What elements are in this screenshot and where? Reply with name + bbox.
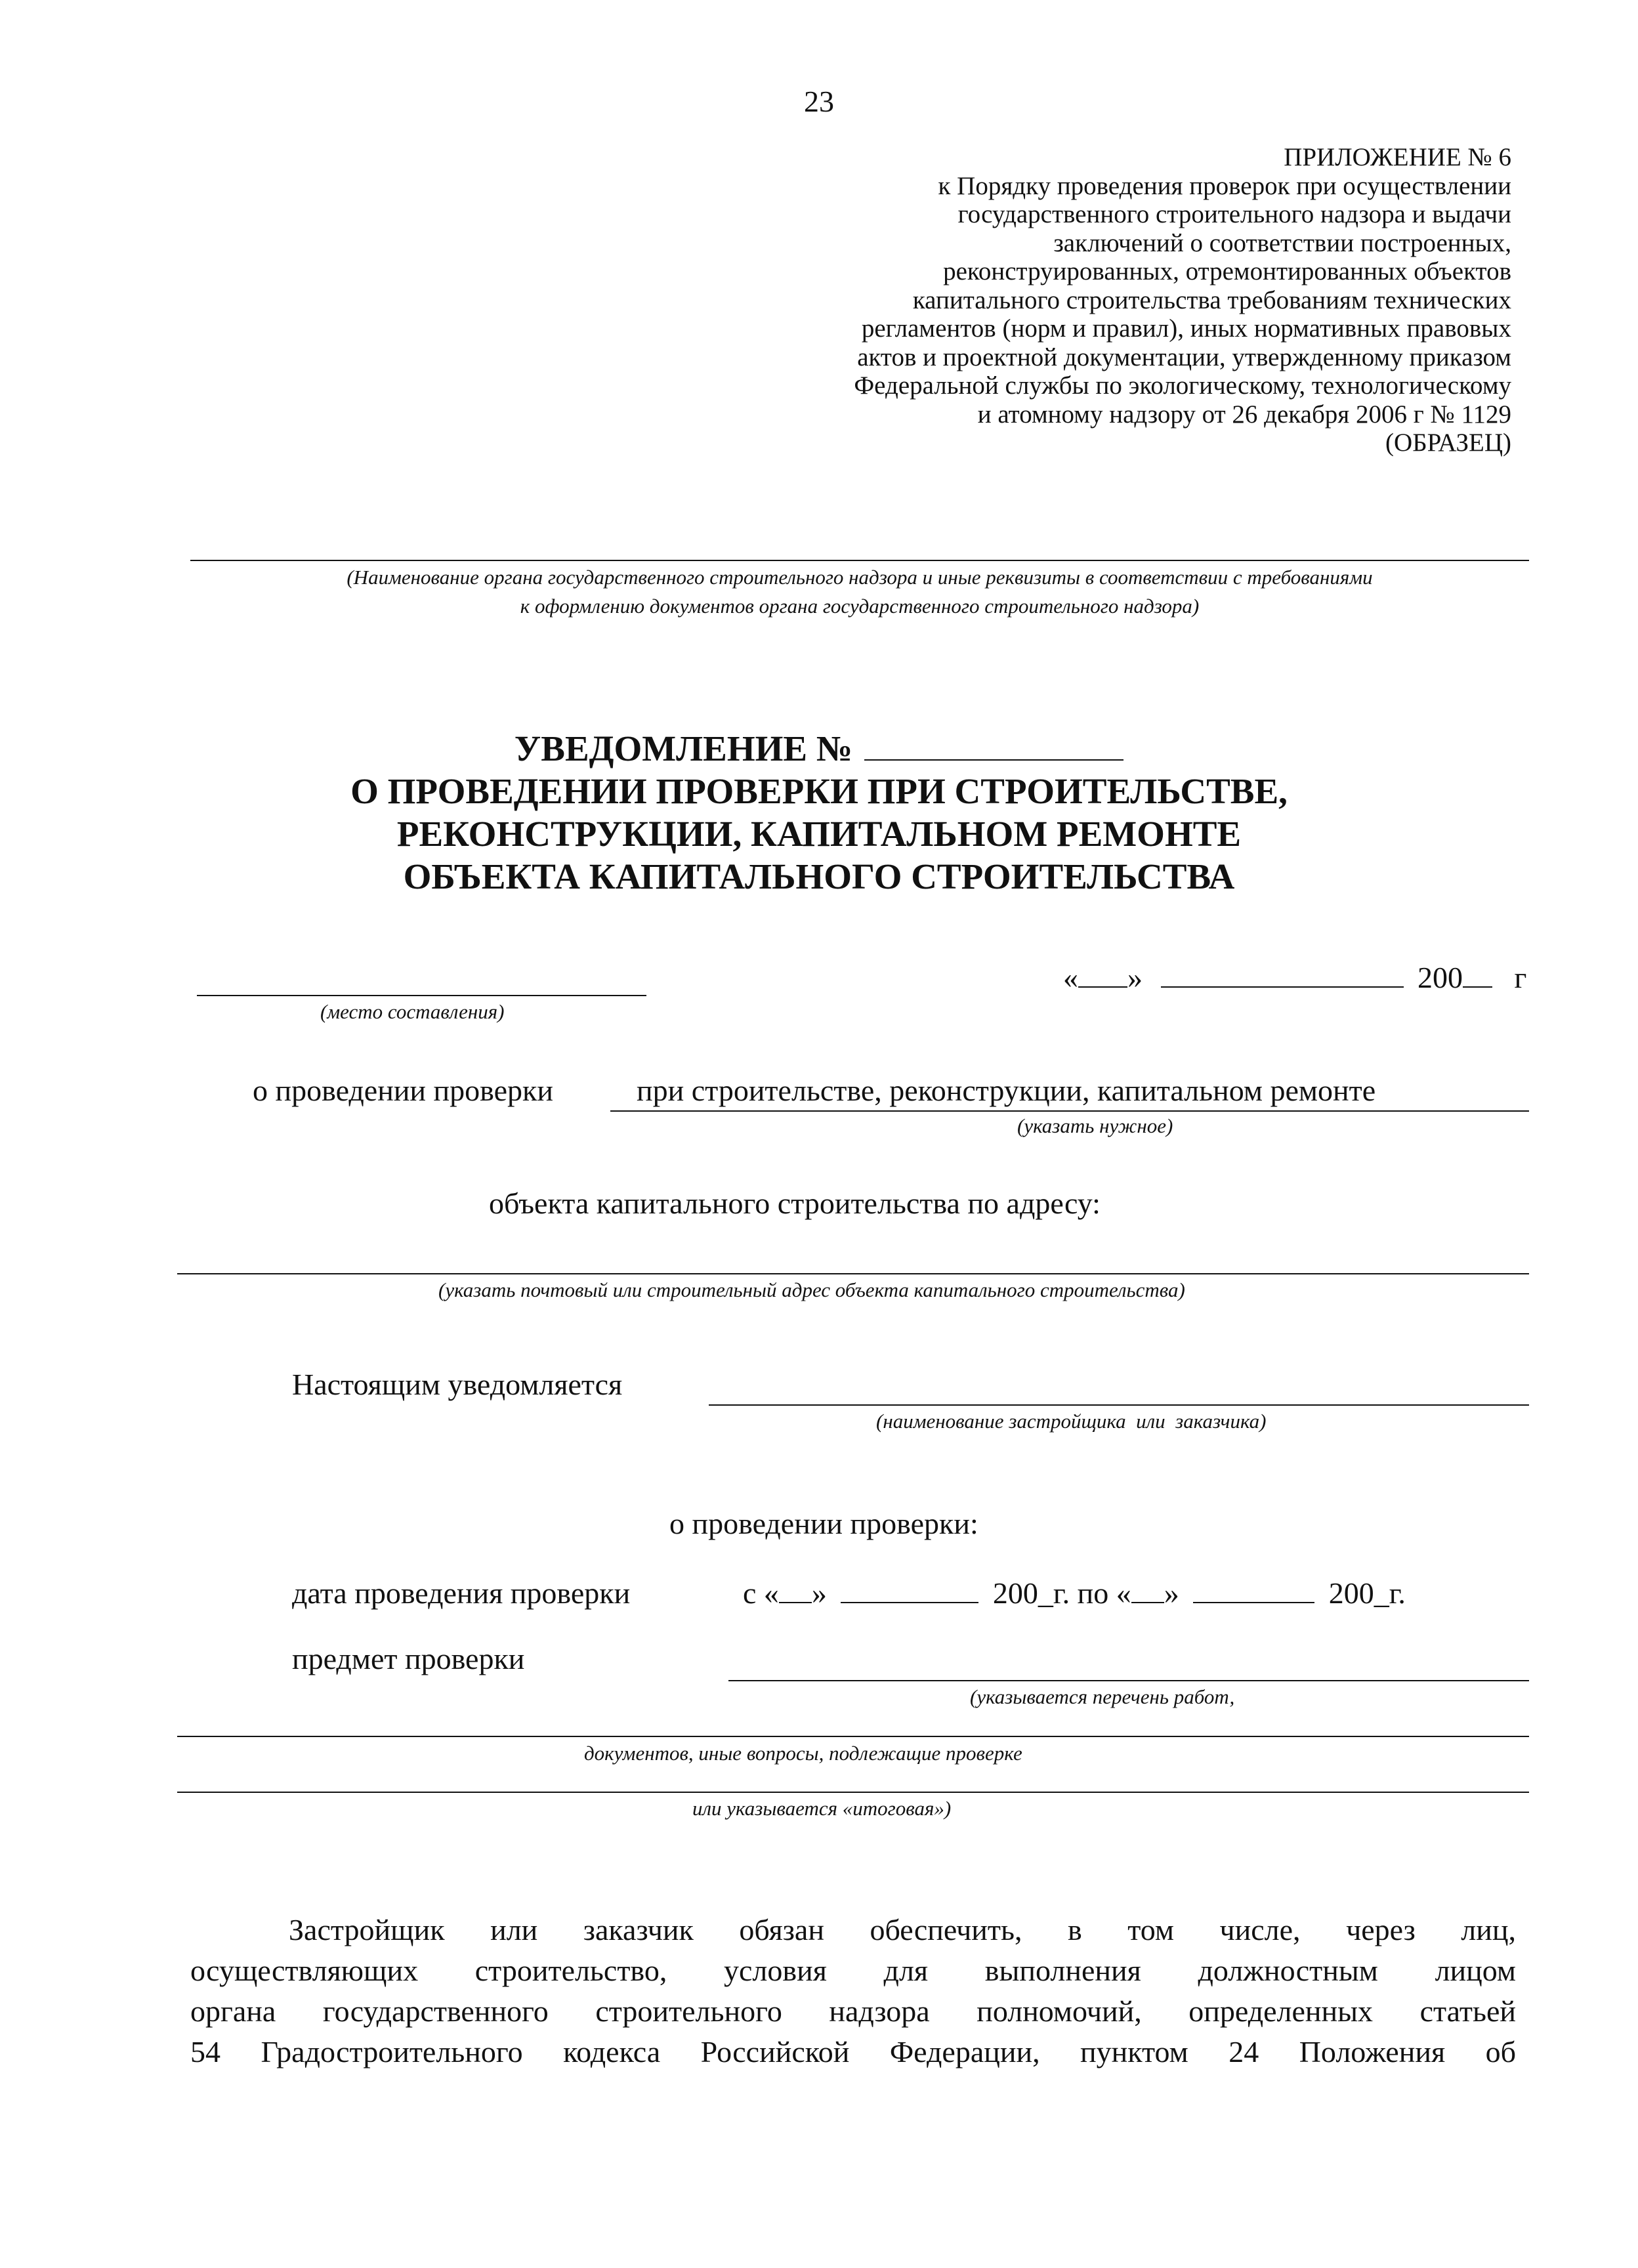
obligation-paragraph bbox=[190, 1910, 1516, 2072]
appendix-line: ПРИЛОЖЕНИЕ № 6 bbox=[1284, 143, 1511, 171]
date-from-day-blank bbox=[779, 1578, 812, 1603]
paragraph-line: Застройщик или заказчик обязан обеспечить, в том числе, через лиц, bbox=[289, 1913, 1516, 1946]
date-open-quote: « bbox=[1063, 961, 1078, 994]
date-from-prefix: с « bbox=[743, 1576, 779, 1610]
subject-blank-2 bbox=[177, 1736, 1529, 1737]
date-line bbox=[1063, 959, 1526, 996]
appendix-line: и атомному надзору от 26 декабря 2006 г № 1129 bbox=[977, 400, 1511, 429]
title-number-label: УВЕДОМЛЕНИЕ № bbox=[514, 728, 853, 768]
date-to-month-blank bbox=[1193, 1578, 1314, 1603]
appendix-line: государственного строительного надзора и выдачи bbox=[957, 200, 1511, 228]
check-type-caption: (указать нужное) bbox=[1017, 1114, 1173, 1137]
date-to-close-quote: » bbox=[1164, 1576, 1179, 1610]
authority-name-line bbox=[190, 560, 1529, 561]
title-line: РЕКОНСТРУКЦИИ, КАПИТАЛЬНОМ РЕМОНТЕ bbox=[396, 814, 1242, 854]
place-blank bbox=[197, 995, 646, 996]
authority-caption-line: (Наименование органа государственного строительного надзора и иные реквизиты в соответствии с требованиями bbox=[346, 566, 1373, 589]
notified-blank bbox=[709, 1404, 1529, 1406]
appendix-line: Федеральной службы по экологическому, технологическому bbox=[854, 371, 1511, 400]
day-blank bbox=[1078, 963, 1127, 988]
date-from-close-quote: » bbox=[811, 1576, 827, 1610]
date-to-year: 200_г. bbox=[1328, 1576, 1406, 1610]
check-type-row bbox=[253, 1072, 553, 1109]
check-type-label: о проведении проверки bbox=[253, 1074, 554, 1107]
address-caption: (указать почтовый или строительный адрес объекта капитального строительства) bbox=[438, 1278, 1185, 1301]
appendix-line: реконструированных, отремонтированных объектов bbox=[943, 257, 1511, 285]
check-type-value: при строительстве, реконструкции, капитальном ремонте bbox=[637, 1074, 1376, 1107]
subject-caption-2: документов, иные вопросы, подлежащие проверке bbox=[584, 1742, 1022, 1765]
paragraph-line: 54 Градостроительного кодекса Российской Федерации, пунктом 24 Положения об bbox=[190, 2035, 1516, 2068]
subject-blank-1 bbox=[728, 1680, 1529, 1681]
place-caption: (место составления) bbox=[320, 1000, 505, 1023]
date-from-month-blank bbox=[841, 1578, 978, 1603]
subject-label: предмет проверки bbox=[292, 1642, 525, 1675]
authority-caption-line: к оформлению документов органа государственного строительного надзора) bbox=[520, 595, 1200, 618]
notified-label: Настоящим уведомляется bbox=[292, 1368, 623, 1401]
title-line: ОБЪЕКТА КАПИТАЛЬНОГО СТРОИТЕЛЬСТВА bbox=[403, 856, 1235, 896]
date-to-day-blank bbox=[1131, 1578, 1164, 1603]
appendix-line: (ОБРАЗЕЦ) bbox=[1385, 429, 1511, 457]
appendix-line: к Порядку проведения проверок при осуществлении bbox=[938, 171, 1511, 200]
subject-caption-1: (указывается перечень работ, bbox=[970, 1685, 1235, 1708]
notice-number-blank bbox=[864, 733, 1124, 761]
notified-caption: (наименование застройщика или заказчика) bbox=[876, 1410, 1267, 1433]
appendix-line: заключений о соответствии построенных, bbox=[1053, 228, 1511, 257]
date-close-quote: » bbox=[1127, 961, 1143, 994]
paragraph-line: осуществляющих строительство, условия для выполнения должностным лицом bbox=[190, 1954, 1516, 1987]
appendix-line: регламентов (норм и правил), иных нормативных правовых bbox=[861, 314, 1511, 343]
address-label: объекта капитального строительства по адресу: bbox=[489, 1186, 1101, 1220]
appendix-line: актов и проектной документации, утвержденному приказом bbox=[857, 343, 1511, 371]
title-line bbox=[0, 727, 1638, 770]
check-dates-range bbox=[743, 1575, 1406, 1612]
date-from-year: 200_г. по « bbox=[992, 1576, 1131, 1610]
subject-blank-3 bbox=[177, 1792, 1529, 1793]
month-blank bbox=[1161, 963, 1404, 988]
check-dates-row bbox=[292, 1575, 630, 1612]
date-year: 200 bbox=[1418, 961, 1463, 994]
subject-caption-3: или указывается «итоговая») bbox=[692, 1797, 952, 1820]
check-dates-label: дата проведения проверки bbox=[292, 1576, 631, 1610]
title-line: О ПРОВЕДЕНИИ ПРОВЕРКИ ПРИ СТРОИТЕЛЬСТВЕ, bbox=[350, 771, 1288, 811]
address-blank bbox=[177, 1273, 1529, 1274]
date-year-suffix: г bbox=[1514, 961, 1527, 994]
authority-caption bbox=[190, 563, 1529, 621]
document-title bbox=[0, 727, 1638, 898]
appendix-header bbox=[658, 143, 1511, 457]
appendix-line: капитального строительства требованиям технических bbox=[912, 285, 1511, 314]
about-check-label: о проведении проверки: bbox=[669, 1507, 978, 1540]
page-number: 23 bbox=[804, 85, 834, 118]
year-blank bbox=[1463, 963, 1492, 988]
paragraph-line: органа государственного строительного надзора полномочий, определенных статьей bbox=[190, 1994, 1516, 2028]
